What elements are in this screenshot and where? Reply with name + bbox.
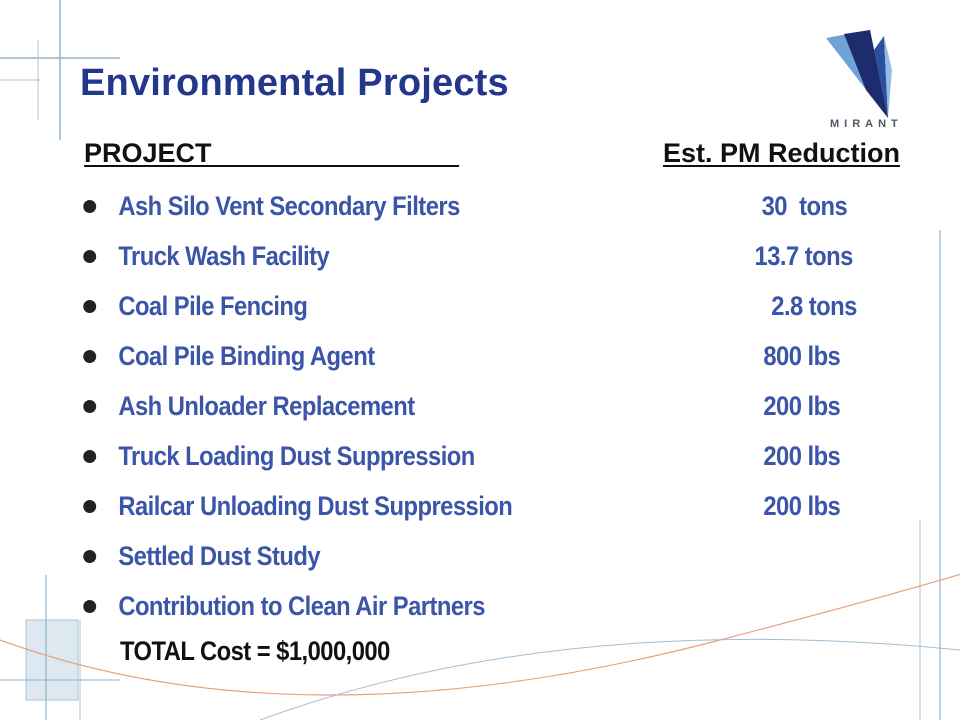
bullet-dot-icon [83,250,96,263]
project-list [84,186,904,636]
project-reduction: 30 tons [761,191,848,221]
header-reduction: Est. PM Reduction [662,138,900,168]
bullet-dot-icon [83,450,96,463]
logo-wordmark: MIRANT [830,118,903,130]
list-item [84,236,853,286]
header-project: PROJECT [84,138,212,168]
project-name: Truck Wash Facility [118,241,330,271]
total-cost: TOTAL Cost = $1,000,000 [120,636,390,666]
project-reduction: 2.8 tons [771,291,857,321]
project-name: Coal Pile Binding Agent [118,341,375,371]
list-item [84,586,806,636]
list-item [84,336,841,386]
bullet-dot-icon [83,350,96,363]
project-reduction: 200 lbs [763,491,841,521]
bullet-dot-icon [83,400,96,413]
bullet-dot-icon [83,500,96,513]
project-name: Ash Unloader Replacement [118,391,415,421]
bullet-dot-icon [83,600,96,613]
bullet-dot-icon [83,550,96,563]
list-item [84,386,841,436]
list-item [84,286,857,336]
project-reduction: 200 lbs [763,441,841,471]
list-item [84,186,848,236]
table-header [84,138,904,174]
project-name: Truck Loading Dust Suppression [118,441,475,471]
bullet-dot-icon [83,300,96,313]
list-item [84,436,841,486]
project-name: Ash Silo Vent Secondary Filters [118,191,460,221]
project-name: Coal Pile Fencing [118,291,308,321]
page-title: Environmental Projects [80,62,509,104]
list-item [84,536,806,586]
project-name: Contribution to Clean Air Partners [118,591,485,621]
project-name: Settled Dust Study [118,541,321,571]
project-reduction: 13.7 tons [754,241,853,271]
project-name: Railcar Unloading Dust Suppression [118,491,513,521]
bullet-dot-icon [83,200,96,213]
list-item [84,486,841,536]
project-reduction: 800 lbs [763,341,841,371]
project-reduction: 200 lbs [763,391,841,421]
